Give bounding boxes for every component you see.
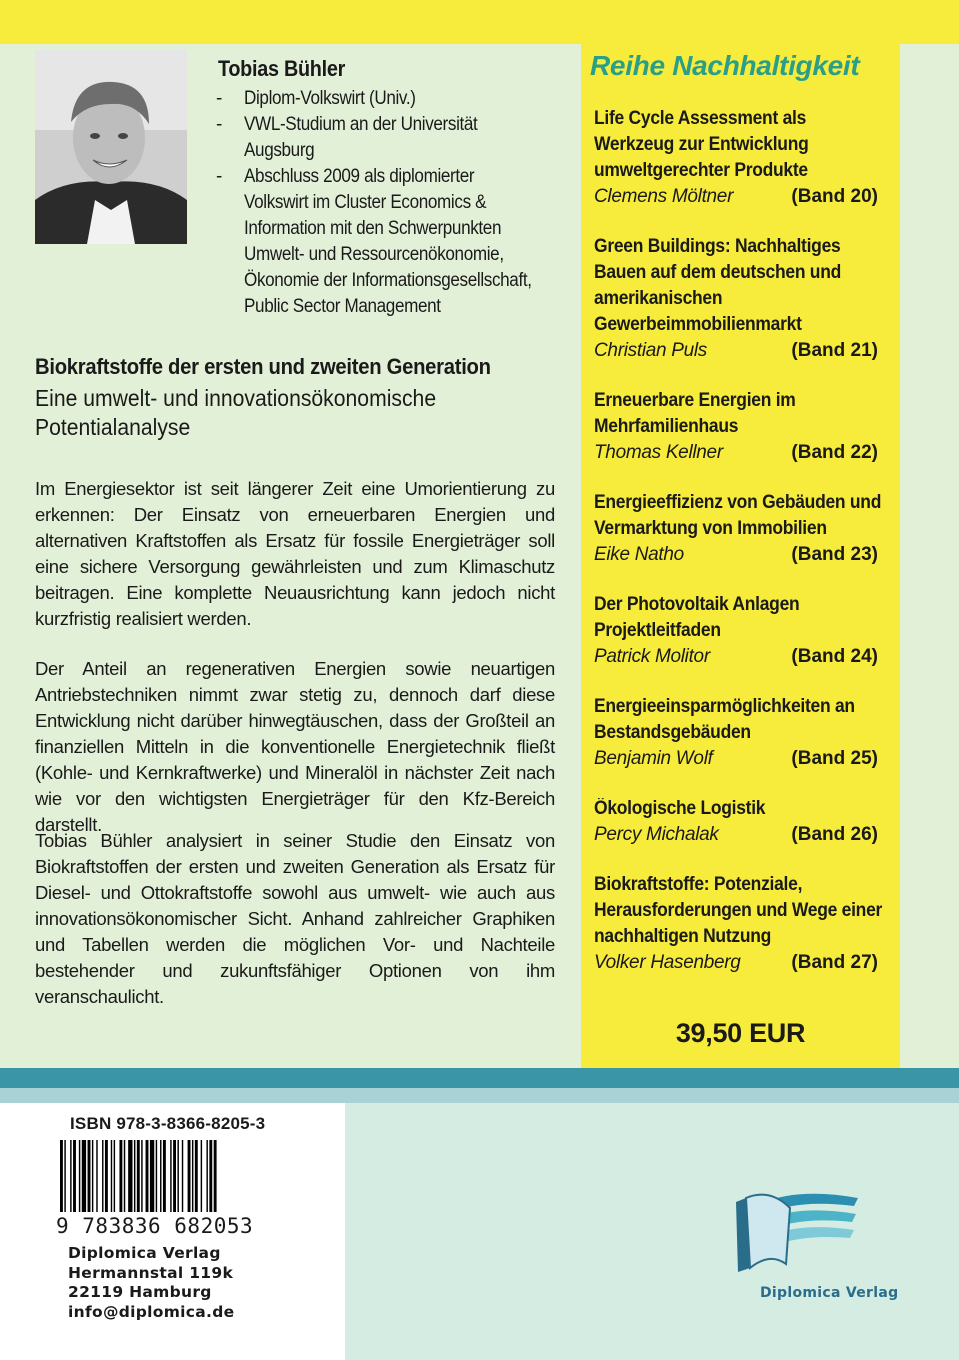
series-item-author: Clemens Möltner <box>594 186 734 207</box>
cv-item: - Abschluss 2009 als diplomierter Volkswirt im Cluster Economics & Information mit den Schwerpunkten Umwelt- und Ressourcenökonomie, Ökonomie der Informationsgesellschaft, Public Sector Management <box>216 166 532 317</box>
publisher-name: Diplomica Verlag <box>68 1244 221 1262</box>
publisher-city: 22119 Hamburg <box>68 1283 212 1301</box>
series-item-author: Benjamin Wolf <box>594 748 713 769</box>
series-item <box>594 490 884 568</box>
publisher-address <box>68 1244 234 1322</box>
publisher-email[interactable]: info@diplomica.de <box>68 1302 235 1321</box>
series-item-band: (Band 23) <box>791 544 878 565</box>
book-subtitle: Eine umwelt- und innovationsökonomische Potentialanalyse <box>35 385 437 440</box>
series-item-title: Biokraftstoffe: Potenziale, Herausforderungen und Wege einer nachhaltigen Nutzung <box>594 874 883 947</box>
blurb-paragraph: Tobias Bühler analysiert in seiner Studie den Einsatz von Biokraftstoffen der ersten und zweiten Generation als Ersatz für Diesel- und Ottokraftstoffe sowohl aus umwelt- wie auch aus innovationsökonomischer Sicht. Anhand zahlreicher Graphiken und Tabellen werden die möglichen Vor- und Nachteile bestehender und zukunftsfähiger Optionen von ihm veranschaulicht. <box>35 830 555 1007</box>
series-item-band: (Band 26) <box>791 824 878 845</box>
series-list <box>594 106 884 1000</box>
price: 39,50 EUR <box>675 1018 806 1048</box>
cv-item: - VWL-Studium an der Universität Augsburg <box>216 114 478 161</box>
author-name: Tobias Bühler <box>218 56 346 81</box>
series-heading: Reihe Nachhaltigkeit <box>590 50 860 81</box>
blurb-paragraph: Im Energiesektor ist seit längerer Zeit eine Umorientierung zu erkennen: Der Einsatz von erneuerbaren Energien und alternativen Kraftstoffen als Ersatz für fossile Energieträger soll eine sichere Versorgung gewährleisten und zum Klimaschutz beitragen. Eine komplette Neuausrichtung kann jedoch nicht kurzfristig realisiert werden. <box>35 478 555 629</box>
series-item-author: Christian Puls <box>594 340 708 361</box>
series-item-author: Percy Michalak <box>594 824 719 845</box>
series-item-title: Life Cycle Assessment als Werkzeug zur Entwicklung umweltgerechter Produkte <box>594 108 809 181</box>
cv-item: - Diplom-Volkswirt (Univ.) <box>216 88 416 109</box>
author-cv-list <box>216 86 566 320</box>
top-band <box>0 0 959 44</box>
barcode-digits: 9 783836 682053 <box>56 1214 254 1238</box>
series-item <box>594 592 884 670</box>
series-item <box>594 388 884 466</box>
series-item-author: Patrick Molitor <box>594 646 710 667</box>
series-item-band: (Band 22) <box>791 442 878 463</box>
series-item <box>594 872 884 976</box>
publisher-logo-icon <box>730 1168 870 1280</box>
series-item-title: Energieeffizienz von Gebäuden und Vermarktung von Immobilien <box>594 492 882 539</box>
book-title: Biokraftstoffe der ersten und zweiten Generation <box>35 354 491 379</box>
publisher-street: Hermannstal 119k <box>68 1263 234 1282</box>
barcode-icon <box>60 1140 266 1220</box>
series-item-title: Green Buildings: Nachhaltiges Bauen auf dem deutschen und amerikanischen Gewerbeimmobilienmarkt <box>594 236 842 335</box>
series-item-band: (Band 25) <box>791 748 878 769</box>
series-item-title: Erneuerbare Energien im Mehrfamilienhaus <box>594 390 796 437</box>
series-item <box>594 234 884 364</box>
series-item-title: Ökologische Logistik <box>594 798 766 819</box>
series-item-author: Volker Hasenberg <box>594 952 741 973</box>
stripe-teal <box>0 1068 959 1088</box>
stripe-light <box>0 1088 959 1103</box>
series-item-band: (Band 27) <box>791 952 878 973</box>
publisher-logo-text: Diplomica Verlag <box>760 1285 899 1301</box>
series-item <box>594 694 884 772</box>
series-item <box>594 106 884 210</box>
series-item-author: Thomas Kellner <box>594 442 723 463</box>
series-item-title: Energieeinsparmöglichkeiten an Bestandsgebäuden <box>594 696 855 743</box>
series-item-author: Eike Natho <box>594 544 684 565</box>
blurb-paragraph: Der Anteil an regenerativen Energien sowie neuartigen Antriebstechniken nimmt zwar stetig zu, dennoch darf diese Entwicklung nicht darüber hinwegtäuschen, dass der Großteil an finanziellen Mitteln in die konventionelle Energietechnik fließt (Kohle- und Kernkraftwerke) und Mineralöl in nächster Zeit nach wie vor den wichtigsten Energieträger für den Kfz-Bereich darstellt. <box>35 658 555 835</box>
series-item-title: Der Photovoltaik Anlagen Projektleitfaden <box>594 594 800 641</box>
series-item-band: (Band 20) <box>791 186 878 207</box>
author-photo <box>35 50 187 244</box>
isbn-label: ISBN 978-3-8366-8205-3 <box>70 1114 266 1133</box>
series-item <box>594 796 884 848</box>
series-item-band: (Band 21) <box>791 340 878 361</box>
series-item-band: (Band 24) <box>791 646 878 667</box>
